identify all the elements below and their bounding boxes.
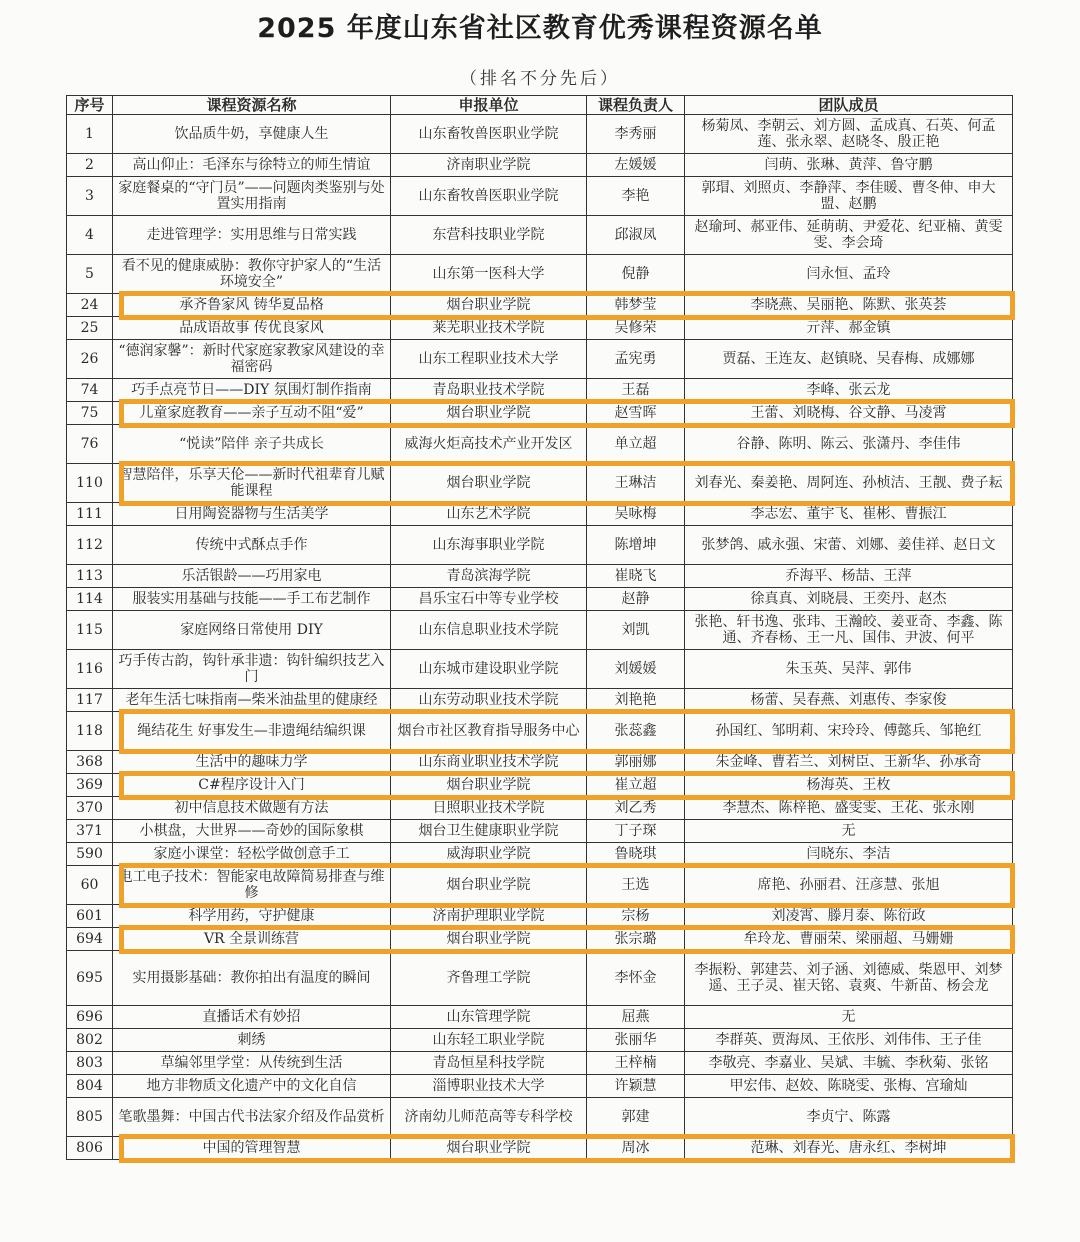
- cell-lead: 韩梦莹: [587, 294, 685, 317]
- cell-unit: 山东商业职业技术学院: [391, 751, 587, 774]
- cell-lead: 崔立超: [587, 774, 685, 797]
- table-row: [67, 689, 1013, 712]
- cell-no: 24: [67, 294, 113, 317]
- cell-unit: 青岛恒星科技学院: [391, 1052, 587, 1075]
- cell-lead: 崔晓飞: [587, 565, 685, 588]
- cell-unit: 莱芜职业技术学院: [391, 317, 587, 340]
- cell-lead: 倪静: [587, 255, 685, 294]
- cell-unit: 山东轻工职业学院: [391, 1029, 587, 1052]
- cell-lead: 王磊: [587, 379, 685, 402]
- cell-course-name: 家庭网络日常使用 DIY: [113, 611, 391, 650]
- table-row: [67, 425, 1013, 464]
- cell-course-name: 品成语故事 传优良家风: [113, 317, 391, 340]
- cell-unit: 威海职业学院: [391, 843, 587, 866]
- cell-team: 闫永恒、孟玲: [685, 255, 1013, 294]
- cell-lead: 郭丽娜: [587, 751, 685, 774]
- cell-unit: 山东城市建设职业学院: [391, 650, 587, 689]
- cell-team: 谷静、陈明、陈云、张潇丹、李佳伟: [685, 425, 1013, 464]
- cell-lead: 赵雪晖: [587, 402, 685, 425]
- cell-no: 3: [67, 177, 113, 216]
- cell-lead: 丁子琛: [587, 820, 685, 843]
- table-row: [67, 1052, 1013, 1075]
- cell-unit: 济南幼儿师范高等专科学校: [391, 1098, 587, 1137]
- table-row: [67, 1137, 1013, 1160]
- cell-lead: 郭建: [587, 1098, 685, 1137]
- table-row: [67, 866, 1013, 905]
- cell-course-name: 看不见的健康威胁：教你守护家人的“生活环境安全”: [113, 255, 391, 294]
- table-row: [67, 820, 1013, 843]
- table-row: [67, 565, 1013, 588]
- cell-team: 李慧杰、陈梓艳、盛雯雯、王花、张永刚: [685, 797, 1013, 820]
- cell-lead: 屈燕: [587, 1006, 685, 1029]
- table-row: [67, 1029, 1013, 1052]
- cell-lead: 吴咏梅: [587, 503, 685, 526]
- cell-team: 牟玲龙、曹丽荣、梁丽超、马姗姗: [685, 928, 1013, 951]
- cell-lead: 刘乙秀: [587, 797, 685, 820]
- cell-course-name: 初中信息技术做题有方法: [113, 797, 391, 820]
- cell-lead: 张宗璐: [587, 928, 685, 951]
- cell-course-name: 笔歌墨舞：中国古代书法家介绍及作品赏析: [113, 1098, 391, 1137]
- column-header-name: 课程资源名称: [113, 96, 391, 115]
- cell-course-name: “德润家馨”：新时代家庭家教家风建设的幸福密码: [113, 340, 391, 379]
- cell-course-name: 实用摄影基础：教你拍出有温度的瞬间: [113, 951, 391, 1006]
- table-row: [67, 712, 1013, 751]
- cell-unit: 山东管理学院: [391, 1006, 587, 1029]
- cell-lead: 张丽华: [587, 1029, 685, 1052]
- cell-course-name: 巧手传古韵，钩针承非遗：钩针编织技艺入门: [113, 650, 391, 689]
- cell-no: 804: [67, 1075, 113, 1098]
- cell-lead: 王琳洁: [587, 464, 685, 503]
- cell-unit: 烟台职业学院: [391, 1137, 587, 1160]
- cell-team: 张艳、轩书逸、张玮、王瀚皎、姜亚奇、李鑫、陈通、齐春杨、王一凡、国伟、尹波、何平: [685, 611, 1013, 650]
- table-row: [67, 797, 1013, 820]
- cell-unit: 烟台职业学院: [391, 464, 587, 503]
- table-row: [67, 611, 1013, 650]
- cell-unit: 淄博职业技术大学: [391, 1075, 587, 1098]
- cell-lead: 许颖慧: [587, 1075, 685, 1098]
- cell-lead: 刘凯: [587, 611, 685, 650]
- column-header-no: 序号: [67, 96, 113, 115]
- cell-team: 徐真真、刘晓晨、王奕丹、赵杰: [685, 588, 1013, 611]
- cell-no: 802: [67, 1029, 113, 1052]
- cell-no: 601: [67, 905, 113, 928]
- cell-lead: 陈增坤: [587, 526, 685, 565]
- cell-course-name: 刺绣: [113, 1029, 391, 1052]
- cell-no: 694: [67, 928, 113, 951]
- cell-course-name: 小棋盘，大世界——奇妙的国际象棋: [113, 820, 391, 843]
- cell-no: 115: [67, 611, 113, 650]
- cell-lead: 王梓楠: [587, 1052, 685, 1075]
- cell-course-name: 地方非物质文化遗产中的文化自信: [113, 1075, 391, 1098]
- cell-unit: 山东畜牧兽医职业学院: [391, 177, 587, 216]
- cell-unit: 烟台市社区教育指导服务中心: [391, 712, 587, 751]
- column-header-lead: 课程负责人: [587, 96, 685, 115]
- cell-no: 74: [67, 379, 113, 402]
- cell-no: 1: [67, 115, 113, 154]
- cell-course-name: 科学用药，守护健康: [113, 905, 391, 928]
- cell-no: 60: [67, 866, 113, 905]
- cell-course-name: 乐活银龄——巧用家电: [113, 565, 391, 588]
- cell-course-name: 日用陶瓷器物与生活美学: [113, 503, 391, 526]
- cell-course-name: C#程序设计入门: [113, 774, 391, 797]
- cell-unit: 青岛职业技术学院: [391, 379, 587, 402]
- cell-no: 803: [67, 1052, 113, 1075]
- cell-unit: 山东畜牧兽医职业学院: [391, 115, 587, 154]
- table-row: [67, 526, 1013, 565]
- cell-unit: 济南职业学院: [391, 154, 587, 177]
- cell-lead: 李秀丽: [587, 115, 685, 154]
- cell-unit: 昌乐宝石中等专业学校: [391, 588, 587, 611]
- cell-course-name: 承齐鲁家风 铸华夏品格: [113, 294, 391, 317]
- cell-unit: 威海火炬高技术产业开发区: [391, 425, 587, 464]
- table-row: [67, 464, 1013, 503]
- cell-course-name: 绳结花生 好事发生—非遗绳结编织课: [113, 712, 391, 751]
- table-row: [67, 588, 1013, 611]
- cell-course-name: 老年生活七味指南—柴米油盐里的健康经: [113, 689, 391, 712]
- table-row: [67, 1098, 1013, 1137]
- table-row: [67, 294, 1013, 317]
- cell-no: 113: [67, 565, 113, 588]
- cell-team: 乔海平、杨喆、王萍: [685, 565, 1013, 588]
- cell-lead: 王选: [587, 866, 685, 905]
- cell-course-name: 中国的管理智慧: [113, 1137, 391, 1160]
- cell-no: 590: [67, 843, 113, 866]
- table-row: [67, 317, 1013, 340]
- cell-lead: 李怀金: [587, 951, 685, 1006]
- column-header-team: 团队成员: [685, 96, 1013, 115]
- cell-no: 114: [67, 588, 113, 611]
- cell-team: 郭瑁、刘照贞、李静萍、李佳暖、曹冬伸、申大盟、赵鹏: [685, 177, 1013, 216]
- cell-unit: 日照职业技术学院: [391, 797, 587, 820]
- cell-no: 371: [67, 820, 113, 843]
- cell-no: 806: [67, 1137, 113, 1160]
- cell-team: 张梦鸽、戚永强、宋蕾、刘娜、姜佳祥、赵日文: [685, 526, 1013, 565]
- cell-unit: 烟台职业学院: [391, 774, 587, 797]
- column-header-unit: 申报单位: [391, 96, 587, 115]
- cell-team: 杨海英、王枚: [685, 774, 1013, 797]
- cell-lead: 宗杨: [587, 905, 685, 928]
- cell-team: 刘春光、秦姜艳、周阿连、孙桢洁、王靓、费子耘: [685, 464, 1013, 503]
- cell-course-name: 家庭小课堂：轻松学做创意手工: [113, 843, 391, 866]
- cell-team: 李振粉、郭建芸、刘子涵、刘德威、柴恩甲、刘梦遥、王子灵、崔天铭、袁爽、牛新苗、杨会龙: [685, 951, 1013, 1006]
- course-resource-table: [66, 95, 1013, 1160]
- cell-team: 闫萌、张琳、黄萍、鲁守鹏: [685, 154, 1013, 177]
- table-header-row: [67, 96, 1013, 115]
- cell-team: 朱金峰、曹若兰、刘树臣、王新华、孙承奇: [685, 751, 1013, 774]
- cell-team: 无: [685, 1006, 1013, 1029]
- cell-no: 696: [67, 1006, 113, 1029]
- cell-unit: 山东信息职业技术学院: [391, 611, 587, 650]
- cell-lead: 吴修荣: [587, 317, 685, 340]
- cell-course-name: 高山仰止：毛泽东与徐特立的师生情谊: [113, 154, 391, 177]
- cell-course-name: 儿童家庭教育——亲子互动不阻“爱”: [113, 402, 391, 425]
- cell-team: 席艳、孙丽君、汪彦慧、张旭: [685, 866, 1013, 905]
- cell-no: 4: [67, 216, 113, 255]
- cell-unit: 烟台职业学院: [391, 866, 587, 905]
- cell-no: 118: [67, 712, 113, 751]
- table-row: [67, 1006, 1013, 1029]
- cell-no: 25: [67, 317, 113, 340]
- cell-unit: 山东劳动职业技术学院: [391, 689, 587, 712]
- cell-no: 110: [67, 464, 113, 503]
- cell-no: 117: [67, 689, 113, 712]
- cell-unit: 青岛滨海学院: [391, 565, 587, 588]
- cell-team: 甲宏伟、赵姣、陈晓雯、张梅、宫瑜灿: [685, 1075, 1013, 1098]
- table-row: [67, 177, 1013, 216]
- cell-unit: 齐鲁理工学院: [391, 951, 587, 1006]
- cell-team: 范琳、刘春光、唐永红、李树坤: [685, 1137, 1013, 1160]
- cell-course-name: 草编邻里学堂：从传统到生活: [113, 1052, 391, 1075]
- table-row: [67, 650, 1013, 689]
- cell-course-name: 直播话术有妙招: [113, 1006, 391, 1029]
- cell-team: 赵瑜珂、郝亚伟、延萌萌、尹爱花、纪亚楠、黄雯雯、李会琦: [685, 216, 1013, 255]
- cell-no: 2: [67, 154, 113, 177]
- cell-no: 26: [67, 340, 113, 379]
- cell-lead: 刘艳艳: [587, 689, 685, 712]
- cell-team: 王蕾、刘晓梅、谷文静、马凌霄: [685, 402, 1013, 425]
- table-row: [67, 379, 1013, 402]
- cell-course-name: 传统中式酥点手作: [113, 526, 391, 565]
- table-row: [67, 951, 1013, 1006]
- cell-team: 李志宏、董宇飞、崔彬、曹振江: [685, 503, 1013, 526]
- cell-lead: 赵静: [587, 588, 685, 611]
- cell-lead: 张蕊鑫: [587, 712, 685, 751]
- cell-no: 369: [67, 774, 113, 797]
- cell-no: 75: [67, 402, 113, 425]
- table-row: [67, 905, 1013, 928]
- cell-course-name: 服装实用基础与技能——手工布艺制作: [113, 588, 391, 611]
- cell-team: 亓萍、郝金镇: [685, 317, 1013, 340]
- cell-lead: 周冰: [587, 1137, 685, 1160]
- cell-lead: 单立超: [587, 425, 685, 464]
- table-row: [67, 1075, 1013, 1098]
- cell-no: 370: [67, 797, 113, 820]
- cell-no: 116: [67, 650, 113, 689]
- cell-course-name: “悦读”陪伴 亲子共成长: [113, 425, 391, 464]
- cell-lead: 刘媛媛: [587, 650, 685, 689]
- cell-lead: 孟宪勇: [587, 340, 685, 379]
- cell-team: 闫晓东、李洁: [685, 843, 1013, 866]
- cell-team: 孙国红、邹明莉、宋玲玲、傅懿兵、邹艳红: [685, 712, 1013, 751]
- cell-course-name: 生活中的趣味力学: [113, 751, 391, 774]
- table-row: [67, 216, 1013, 255]
- cell-no: 5: [67, 255, 113, 294]
- cell-course-name: 巧手点亮节日——DIY 氛围灯制作指南: [113, 379, 391, 402]
- document-subtitle: （排名不分先后）: [460, 69, 620, 89]
- document-title: 2025 年度山东省社区教育优秀课程资源名单: [257, 13, 823, 44]
- cell-course-name: 饮品质牛奶，享健康人生: [113, 115, 391, 154]
- cell-no: 805: [67, 1098, 113, 1137]
- cell-team: 刘凌霄、滕月泰、陈衍政: [685, 905, 1013, 928]
- cell-course-name: VR 全景训练营: [113, 928, 391, 951]
- table-row: [67, 255, 1013, 294]
- cell-course-name: 走进管理学：实用思维与日常实践: [113, 216, 391, 255]
- table-body: [67, 115, 1013, 1160]
- cell-lead: 李艳: [587, 177, 685, 216]
- cell-unit: 山东工程职业技术大学: [391, 340, 587, 379]
- cell-unit: 山东海事职业学院: [391, 526, 587, 565]
- cell-unit: 烟台职业学院: [391, 294, 587, 317]
- cell-team: 李峰、张云龙: [685, 379, 1013, 402]
- table-row: [67, 115, 1013, 154]
- cell-no: 76: [67, 425, 113, 464]
- cell-unit: 山东第一医科大学: [391, 255, 587, 294]
- cell-course-name: 家庭餐桌的“守门员”——问题肉类鉴别与处置实用指南: [113, 177, 391, 216]
- cell-team: 李晓燕、吴丽艳、陈默、张英荟: [685, 294, 1013, 317]
- cell-unit: 烟台职业学院: [391, 402, 587, 425]
- table-row: [67, 503, 1013, 526]
- table-row: [67, 928, 1013, 951]
- cell-team: 无: [685, 820, 1013, 843]
- cell-team: 杨蕾、吴春燕、刘惠传、李家俊: [685, 689, 1013, 712]
- cell-team: 贾磊、王连友、赵镇晓、吴春梅、成娜娜: [685, 340, 1013, 379]
- cell-lead: 鲁晓琪: [587, 843, 685, 866]
- cell-unit: 山东艺术学院: [391, 503, 587, 526]
- cell-team: 李贞宁、陈露: [685, 1098, 1013, 1137]
- cell-no: 111: [67, 503, 113, 526]
- cell-unit: 烟台卫生健康职业学院: [391, 820, 587, 843]
- cell-unit: 烟台职业学院: [391, 928, 587, 951]
- cell-team: 杨菊凤、李朝云、刘方圆、孟成真、石英、何孟莲、张永翠、赵晓冬、殷正艳: [685, 115, 1013, 154]
- cell-team: 李群英、贾海凤、王依彤、刘伟伟、王子佳: [685, 1029, 1013, 1052]
- table-row: [67, 340, 1013, 379]
- cell-unit: 济南护理职业学院: [391, 905, 587, 928]
- cell-team: 李敬亮、李嘉业、吴斌、丰毓、李秋菊、张铭: [685, 1052, 1013, 1075]
- table-row: [67, 751, 1013, 774]
- table-row: [67, 154, 1013, 177]
- cell-course-name: 电工电子技术：智能家电故障简易排查与维修: [113, 866, 391, 905]
- cell-lead: 左媛媛: [587, 154, 685, 177]
- table-row: [67, 843, 1013, 866]
- cell-no: 695: [67, 951, 113, 1006]
- cell-team: 朱玉英、吴萍、郭伟: [685, 650, 1013, 689]
- cell-unit: 东营科技职业学院: [391, 216, 587, 255]
- cell-no: 112: [67, 526, 113, 565]
- cell-course-name: 智慧陪伴，乐享天伦——新时代祖辈育儿赋能课程: [113, 464, 391, 503]
- cell-no: 368: [67, 751, 113, 774]
- table-row: [67, 402, 1013, 425]
- cell-lead: 邱淑凤: [587, 216, 685, 255]
- table-row: [67, 774, 1013, 797]
